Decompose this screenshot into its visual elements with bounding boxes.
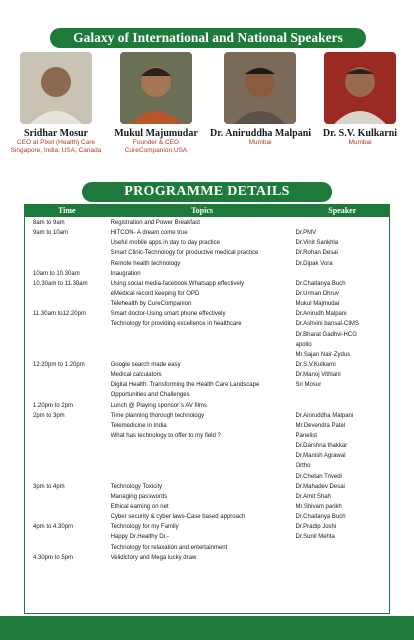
speaker-photo xyxy=(224,52,296,124)
time-cell xyxy=(25,299,111,309)
table-row xyxy=(25,248,389,258)
time-cell xyxy=(25,512,111,522)
speaker-cell: Dr.Aniruddha Malpani xyxy=(295,412,354,419)
topic-cell xyxy=(111,441,296,451)
speaker-cell: Dr.Chaitanya Buch xyxy=(295,514,346,521)
time-cell: 10.30am to 11.30am xyxy=(33,280,88,287)
speaker-cell: Dr.Mahadev Desai xyxy=(295,483,345,490)
table-row xyxy=(25,238,389,248)
topic-cell xyxy=(111,350,296,360)
table-row xyxy=(25,360,389,370)
table-row xyxy=(25,350,389,360)
speaker-cell: Dr.Chetan Trivedi xyxy=(295,473,342,480)
table-row xyxy=(25,451,389,461)
time-cell xyxy=(25,543,111,553)
speaker-name: Dr. Aniruddha Malpani xyxy=(210,128,312,139)
time-cell xyxy=(25,289,111,299)
speaker-cell: apollo xyxy=(295,341,312,348)
speaker-role: Mumbai xyxy=(248,139,272,146)
speaker-cell: Dr.Ashvini bansal-CIMS xyxy=(295,321,359,328)
speakers-section xyxy=(0,52,414,170)
time-cell xyxy=(25,370,111,380)
speaker-cell: Dr.Rohan Desai xyxy=(295,250,338,257)
table-row xyxy=(25,259,389,269)
header-topics: Topics xyxy=(191,206,213,215)
speaker-photo xyxy=(120,52,192,124)
speaker-cell: Dr.Manish Agrawal xyxy=(295,453,346,460)
programme-banner: PROGRAMME DETAILS xyxy=(82,182,332,202)
speaker-cell: Sri Mosur xyxy=(295,382,322,389)
speaker-role: Founder & CEO xyxy=(132,139,180,146)
table-row xyxy=(25,269,389,279)
table-row xyxy=(25,380,389,390)
time-cell xyxy=(25,441,111,451)
topic-cell: Digital Health: Transforming the Health Care Landscape xyxy=(110,382,260,389)
speaker-name: Dr. S.V. Kulkarni xyxy=(322,128,398,139)
speaker-cell: Ortho xyxy=(295,463,311,470)
table-row xyxy=(25,492,389,502)
table-row xyxy=(25,502,389,512)
speaker-cell: Dr.S.V.Kulkarni xyxy=(295,361,336,368)
time-cell: 8am to 9am xyxy=(33,220,65,226)
topic-cell: HITCON- A dream come true xyxy=(110,230,188,237)
table-row xyxy=(25,522,389,532)
topic-cell: Using social media-facebook,Whatsapp effectively xyxy=(110,280,245,287)
time-cell xyxy=(25,330,111,340)
topic-cell: Remote health technology xyxy=(110,260,181,267)
topic-cell: Smart Clinic-Technology for productive medical practice xyxy=(110,250,259,257)
speaker-cell: Dr.Darshna thakkar xyxy=(295,443,348,450)
speaker-role: CureCompanion,USA xyxy=(124,147,188,154)
time-cell xyxy=(25,248,111,258)
speaker-cell xyxy=(296,218,389,228)
speaker-cell xyxy=(296,543,389,553)
table-header xyxy=(25,205,389,217)
table-row xyxy=(25,309,389,319)
table-row xyxy=(25,330,389,340)
speaker-cell: Dr.Anirudh Malpani xyxy=(295,311,347,318)
time-cell: 11.30am to12.20pm xyxy=(33,311,86,318)
time-cell xyxy=(25,472,111,482)
speaker-cell: Dr.PMV xyxy=(295,230,317,237)
speaker-name: Mukul Majumudar xyxy=(114,128,198,139)
speaker-cell: Mukul Majmudar xyxy=(295,301,340,308)
table-row xyxy=(25,340,389,350)
table-row xyxy=(25,218,389,228)
time-cell: 12.20pm to 1.20pm xyxy=(33,361,85,368)
speaker-cell: Dr.Sunil Mehta xyxy=(295,534,335,541)
speaker-card xyxy=(210,52,310,147)
topic-cell: Google search made easy xyxy=(110,361,181,368)
speaker-role: Singapore, India, USA, Canada xyxy=(10,147,102,154)
topic-cell: Lunch @ Playing sponsor`s AV films xyxy=(110,402,207,409)
topic-cell: Inaugration xyxy=(110,270,141,277)
table-row xyxy=(25,553,389,563)
person-portrait-icon xyxy=(120,52,192,124)
programme-table xyxy=(24,204,390,614)
speaker-card xyxy=(6,52,106,155)
time-cell: 2pm to 3pm xyxy=(33,412,65,419)
time-cell xyxy=(25,461,111,471)
speaker-cell xyxy=(296,390,389,400)
topic-cell: Managing passwords xyxy=(110,493,168,500)
time-cell xyxy=(25,390,111,400)
table-row xyxy=(25,319,389,329)
time-cell xyxy=(25,532,111,542)
speaker-card xyxy=(310,52,410,147)
time-cell xyxy=(25,380,111,390)
time-cell: 10am to 10.30am xyxy=(33,270,80,277)
table-row xyxy=(25,532,389,542)
topic-cell: Telemedicine in India xyxy=(110,422,167,429)
speaker-cell: Dr.Dipak Vora xyxy=(295,260,333,267)
table-row xyxy=(25,441,389,451)
topic-cell: Opportunities and Challenges xyxy=(110,392,190,399)
time-cell xyxy=(25,502,111,512)
table-row xyxy=(25,401,389,411)
table-row xyxy=(25,299,389,309)
speaker-cell xyxy=(296,269,389,279)
time-cell xyxy=(25,319,111,329)
table-row xyxy=(25,279,389,289)
speaker-cell: Panelist xyxy=(295,432,317,439)
speaker-cell: Mr.Sajan Nair-Zydus xyxy=(295,351,351,358)
table-row xyxy=(25,431,389,441)
topic-cell: Cyber security & cyber laws-Case based approach xyxy=(110,514,246,521)
topic-cell xyxy=(111,340,296,350)
speaker-card xyxy=(106,52,206,155)
time-cell: 1.20pm to 2pm xyxy=(33,402,74,409)
topic-cell: Technology for providing excellence in healthcare xyxy=(110,321,242,328)
table-body xyxy=(25,217,389,563)
table-row xyxy=(25,461,389,471)
topic-cell xyxy=(111,451,296,461)
time-cell: 3pm to 4pm xyxy=(33,483,65,490)
speaker-cell: Dr.Pradip Joshi xyxy=(295,524,337,531)
table-row xyxy=(25,512,389,522)
time-cell xyxy=(25,431,111,441)
person-portrait-icon xyxy=(324,52,396,124)
person-portrait-icon xyxy=(20,52,92,124)
topic-cell: Smart doctor-Using smart phone effectively xyxy=(110,311,226,318)
time-cell: 4.30pm to 5pm xyxy=(33,554,74,561)
topic-cell: Happy Dr.Healthy Dr.- xyxy=(110,534,169,541)
topic-cell: Medical calculators xyxy=(110,372,162,379)
topic-cell: eMedical record keeping for OPD xyxy=(110,290,200,297)
time-cell xyxy=(25,421,111,431)
speaker-cell: Dr.Chaitanya Buch xyxy=(295,280,346,287)
topic-cell: What has technology to offer to my field ? xyxy=(110,432,221,439)
topic-cell: Technology for my Family xyxy=(110,524,179,531)
table-row xyxy=(25,472,389,482)
speaker-role: CEO at Pixel (Health) Care xyxy=(16,139,96,146)
speaker-photo xyxy=(20,52,92,124)
speaker-photo xyxy=(324,52,396,124)
topic-cell xyxy=(111,472,296,482)
time-cell xyxy=(25,259,111,269)
time-cell xyxy=(25,492,111,502)
speakers-banner: Galaxy of International and National Speakers xyxy=(50,28,366,48)
speaker-cell: Dr.Amit Shah xyxy=(295,493,331,500)
speaker-cell: Dr.Urman Dhruv xyxy=(295,290,339,297)
topic-cell: Useful mobile apps in day to day practice xyxy=(110,240,220,247)
table-row xyxy=(25,370,389,380)
speaker-cell xyxy=(296,553,389,563)
table-row xyxy=(25,482,389,492)
time-cell xyxy=(25,350,111,360)
table-row xyxy=(25,543,389,553)
table-row xyxy=(25,289,389,299)
header-speaker: Speaker xyxy=(328,206,357,215)
topic-cell: Technology for relaxation and entertainment xyxy=(110,544,228,551)
speaker-cell xyxy=(296,401,389,411)
speaker-cell: Dr.Vinit Sankhla xyxy=(295,240,339,247)
time-cell xyxy=(25,451,111,461)
topic-cell: Ethical earning on net xyxy=(110,503,169,510)
topic-cell: Telehealth by CureCompanion xyxy=(110,301,192,308)
topic-cell: Velidictory and Mega lucky draw xyxy=(110,554,197,561)
topic-cell: Technology Toxicity xyxy=(110,483,163,490)
table-row xyxy=(25,228,389,238)
footer-bar xyxy=(0,616,414,640)
topic-cell xyxy=(111,330,296,340)
speaker-cell: Dr.Manoj Vithlani xyxy=(295,372,341,379)
person-portrait-icon xyxy=(224,52,296,124)
speaker-cell: Mr.Shivam parikh xyxy=(295,503,342,510)
topic-cell: Time planning thorough technology xyxy=(110,412,205,419)
speaker-cell: Dr.Bharat Gadhvi-HCG xyxy=(295,331,357,338)
speaker-cell: Mr.Devendra Patel xyxy=(295,422,346,429)
speaker-name: Sridhar Mosur xyxy=(24,128,88,139)
speaker-role: Mumbai xyxy=(348,139,372,146)
table-row xyxy=(25,390,389,400)
time-cell xyxy=(25,340,111,350)
header-time: Time xyxy=(57,206,76,215)
table-row xyxy=(25,421,389,431)
time-cell xyxy=(25,238,111,248)
table-row xyxy=(25,411,389,421)
time-cell: 4pm to 4.30pm xyxy=(33,524,74,531)
topic-cell: Registration and Power Breakfast xyxy=(110,220,200,226)
time-cell: 9am to 10am xyxy=(33,230,69,237)
topic-cell xyxy=(111,461,296,471)
